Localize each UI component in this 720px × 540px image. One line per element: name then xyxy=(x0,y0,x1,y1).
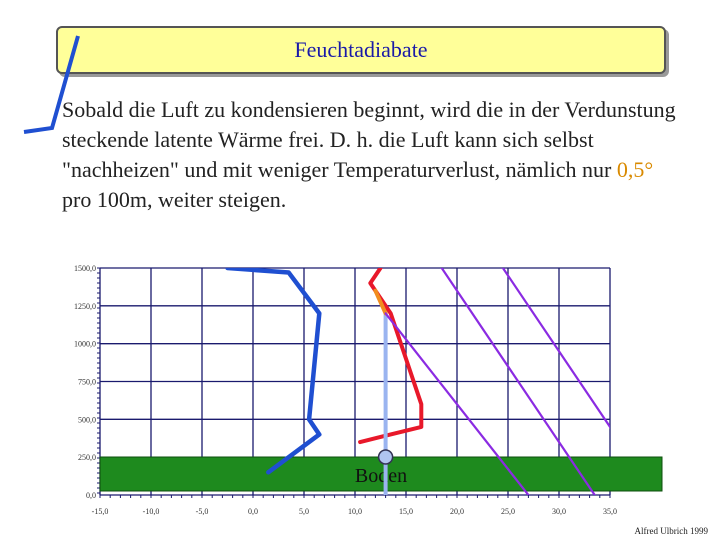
x-tick-label: -15,0 xyxy=(91,507,109,516)
series-dry-adiabat-3 xyxy=(503,268,631,457)
x-tick-label: 25,0 xyxy=(501,507,515,516)
air-parcel-marker xyxy=(379,450,393,464)
body-highlight-value: 0,5° xyxy=(616,157,654,182)
x-tick-label: 10,0 xyxy=(348,507,362,516)
series-dew-point xyxy=(228,268,320,472)
y-tick-label: 500,0 xyxy=(78,415,96,425)
x-tick-label: 35,0 xyxy=(603,507,617,516)
x-tick-label: 30,0 xyxy=(552,507,566,516)
x-tick-label: 0,0 xyxy=(248,507,258,516)
y-tick-label: 1500,0 xyxy=(74,264,96,273)
series-air-temp xyxy=(360,268,421,442)
x-tick-label: -10,0 xyxy=(142,507,160,516)
ground-label: Boden xyxy=(354,465,408,487)
y-tick-label: 0,0 xyxy=(86,491,96,500)
decoration-layer xyxy=(24,36,78,132)
y-tick-label: 250,0 xyxy=(78,453,96,463)
slide-title: Feuchtadiabate xyxy=(294,37,428,62)
y-tick-label: 1250,0 xyxy=(74,301,96,311)
x-tick-label: -5,0 xyxy=(195,507,209,516)
credit-text: Alfred Ulbrich 1999 xyxy=(634,526,708,536)
x-tick-label: 20,0 xyxy=(450,507,464,516)
y-tick-label: 750,0 xyxy=(78,377,96,387)
x-tick-label: 5,0 xyxy=(299,507,309,516)
x-tick-label: 15,0 xyxy=(399,507,413,516)
body-text-end: pro 100m, weiter steigen. xyxy=(62,187,287,212)
body-text-start: Sobald die Luft zu kondensieren beginnt, wird die in der Verdunstung steckende latente Wärme frei. D. h. die Luft kann sich selbst "nachheizen" und mit weniger Temperaturverlust, nämlich nur xyxy=(62,97,676,182)
corner-bracket-decoration xyxy=(24,36,78,132)
y-tick-label: 1000,0 xyxy=(74,339,96,349)
